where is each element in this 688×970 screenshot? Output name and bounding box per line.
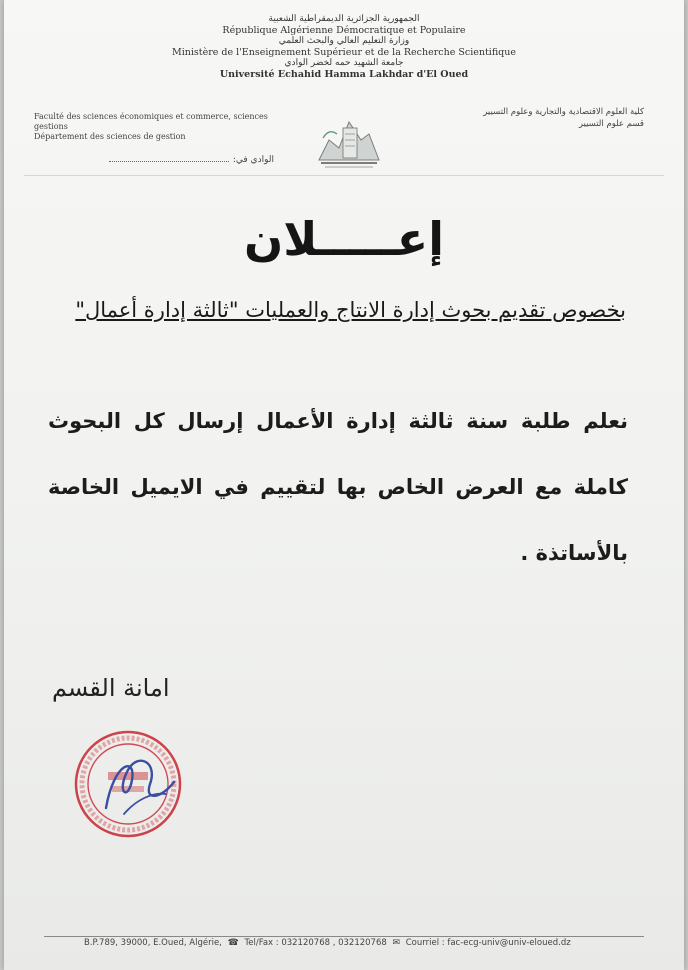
university-logo-icon xyxy=(309,110,389,170)
university-french: Université Echahid Hamma Lakhdar d'El Oued xyxy=(219,69,469,80)
letterhead-center xyxy=(4,14,684,80)
phone-icon: ☎ xyxy=(227,938,239,948)
footer-contact xyxy=(84,938,571,948)
signature-title: امانة القسم xyxy=(52,674,170,702)
place-date-line xyxy=(94,155,274,165)
date-blank xyxy=(109,161,229,162)
faculty-french: Faculté des sciences économiques et commerce, sciences gestions xyxy=(34,112,268,131)
university-arabic: جامعة الشهيد حمه لخضر الوادي xyxy=(284,58,404,68)
announcement-title: إعـــــلان xyxy=(244,212,444,266)
announcement-subject: بخصوص تقديم بحوث إدارة الانتاج والعمليات "ثالثة إدارة أعمال" xyxy=(75,298,626,322)
footer-phone: Tel/Fax : 032120768 , 032120768 xyxy=(244,938,387,948)
department-french: Département des sciences de gestion xyxy=(34,132,186,141)
letterhead-right xyxy=(424,106,644,130)
announcement-body: نعلم طلبة سنة ثالثة إدارة الأعمال إرسال كل البحوث كاملة مع العرض الخاص بها لتقييم في الايميل الخاصة بالأساتذة . xyxy=(48,409,628,565)
document-page xyxy=(4,0,684,970)
header-divider xyxy=(24,175,664,176)
republic-arabic: الجمهورية الجزائرية الديمقراطية الشعبية xyxy=(268,14,420,24)
ministry-arabic: وزارة التعليم العالي والبحث العلمي xyxy=(278,36,410,46)
footer-address: B.P.789, 39000, E.Oued, Algérie, xyxy=(84,938,222,948)
department-stamp-icon xyxy=(66,722,196,842)
letterhead-left xyxy=(34,112,304,142)
republic-french: République Algérienne Démocratique et Populaire xyxy=(222,25,466,36)
email-icon: ✉ xyxy=(392,938,401,948)
place-date-label: الوادي في: xyxy=(232,155,274,165)
footer-email: Courriel : fac-ecg-univ@univ-eloued.dz xyxy=(405,938,571,948)
faculty-arabic: كلية العلوم الاقتصادية والتجارية وعلوم التسيير xyxy=(483,107,644,117)
ministry-french: Ministère de l'Enseignement Supérieur et de la Recherche Scientifique xyxy=(172,47,516,58)
department-arabic: قسم علوم التسيير xyxy=(578,119,644,129)
footer-divider xyxy=(44,936,644,937)
